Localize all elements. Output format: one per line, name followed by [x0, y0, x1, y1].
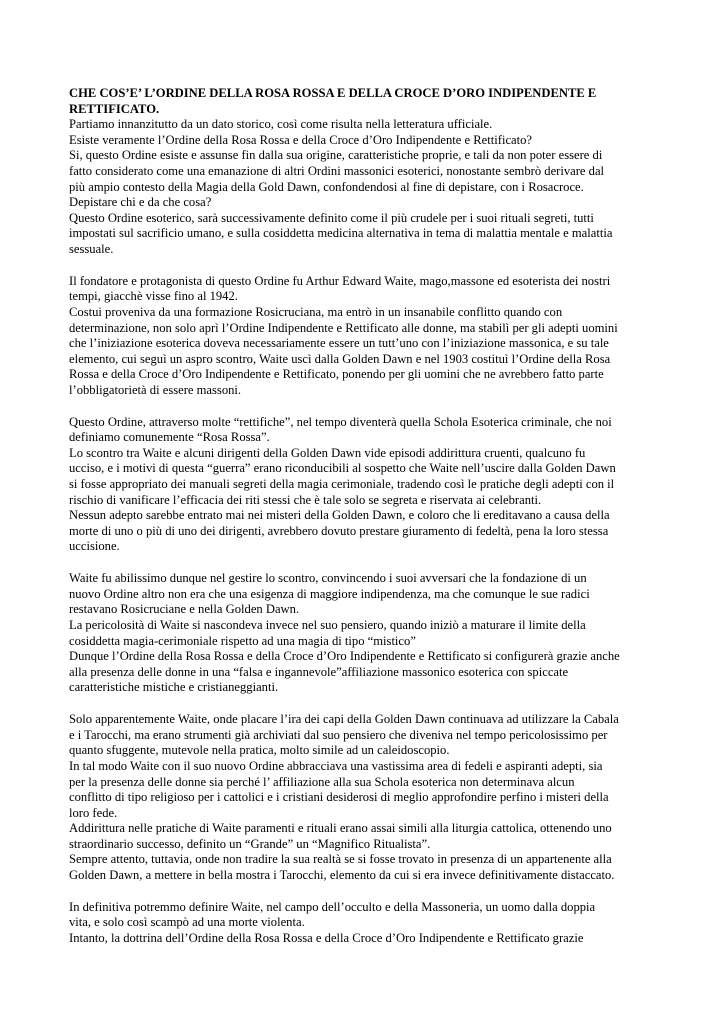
text-line: fatto considerato come una emanazione di altri Ordini massonici esoterici, nonostante sembrò derivare dal — [69, 163, 605, 178]
text-line: Questo Ordine esoterico, sarà successivamente definito come il più crudele per i suoi rituali segreti, tutti — [69, 210, 594, 225]
paragraph-spacer — [69, 696, 669, 712]
text-line: e i Tarocchi, ma erano strumenti già archiviati dal suo pensiero che diveniva nel tempo pericolosissimo per — [69, 727, 608, 742]
text-line: l’obbligatorietà di essere massoni. — [69, 382, 242, 397]
document-body — [69, 117, 669, 946]
text-line: caratteristiche mistiche e cristianeggianti. — [69, 680, 279, 695]
text-line: tempi, giacchè visse fino al 1942. — [69, 289, 238, 304]
text-line: definiamo comunemente “Rosa Rossa”. — [69, 430, 270, 445]
text-line: Addirittura nelle pratiche di Waite paramenti e rituali erano assai simili alla liturgia cattolica, ottenendo uno — [69, 821, 612, 836]
document-page — [69, 86, 669, 947]
text-line: sessuale. — [69, 241, 114, 256]
paragraph — [69, 712, 669, 884]
text-line: rischio di vanificare l’efficacia dei riti stessi che è tale solo se segreta e riservata ai celebranti. — [69, 492, 542, 507]
text-line: più ampio contesto della Magia della Gold Dawn, confondendosi al fine di depistare, con i Rosacroce. — [69, 179, 584, 194]
text-line: Waite fu abilissimo dunque nel gestire lo scontro, convincendo i suoi avversari che la fondazione di un — [69, 571, 587, 586]
title-line: CHE COS’E’ L’ORDINE DELLA ROSA ROSSA E DELLA CROCE D’ORO INDIPENDENTE E — [69, 86, 597, 100]
text-line: determinazione, non solo aprì l’Ordine Indipendente e Rettificato alle donne, ma stabilì per gli adepti uomini — [69, 320, 618, 335]
text-line: Rossa e della Croce d’Oro Indipendente e Rettificato, ponendo per gli uomini che ne avrebbero fatto parte — [69, 367, 604, 382]
paragraph-spacer — [69, 884, 669, 900]
text-line: alla presenza delle donne in una “falsa e ingannevole”affiliazione massonico esoterica con spiccate — [69, 664, 569, 679]
text-line: Nessun adepto sarebbe entrato mai nei misteri della Golden Dawn, e coloro che li ereditavano a causa della — [69, 508, 610, 523]
text-line: restavano Rosicruciane e nella Golden Dawn. — [69, 602, 300, 617]
text-line: Solo apparentemente Waite, onde placare l’ira dei capi della Golden Dawn continuava ad utilizzare la Cabala — [69, 712, 619, 727]
text-line: elemento, cui seguì un aspro scontro, Waite uscì dalla Golden Dawn e nel 1903 costituì l’Ordine della Rosa — [69, 351, 611, 366]
text-line: nuovo Ordine altro non era che una esigenza di maggiore indipendenza, ma che comunque le sue radici — [69, 586, 590, 601]
text-line: Partiamo innanzitutto da un dato storico, così come risulta nella letteratura ufficiale. — [69, 117, 493, 132]
paragraph — [69, 571, 669, 696]
text-line: Costui proveniva da una formazione Rosicruciana, ma entrò in un insanabile conflitto quando con — [69, 304, 563, 319]
text-line: uccisione. — [69, 539, 120, 554]
text-line: In tal modo Waite con il suo nuovo Ordine abbracciava una vastissima area di fedeli e aspiranti adepti, sia — [69, 758, 603, 773]
text-line: cosiddetta magia-cerimoniale rispetto ad una magia di tipo “mistico” — [69, 633, 416, 648]
text-line: La pericolosità di Waite si nascondeva invece nel suo pensiero, quando iniziò a maturare il limite della — [69, 617, 586, 632]
text-line: straordinario successo, definito un “Grande” un “Magnifico Ritualista”. — [69, 836, 431, 851]
paragraph — [69, 117, 669, 257]
text-line: Lo scontro tra Waite e alcuni dirigenti della Golden Dawn vide episodi addirittura cruenti, qualcuno fu — [69, 445, 586, 460]
text-line: Depistare chi e da che cosa? — [69, 195, 212, 210]
text-line: Il fondatore e protagonista di questo Ordine fu Arthur Edward Waite, mago,massone ed esoterista dei nostri — [69, 273, 611, 288]
title-line: RETTIFICATO. — [69, 101, 160, 116]
text-line: che l’iniziazione esoterica doveva necessariamente essere un tutt’uno con l’iniziazione massonica, e su tale — [69, 336, 609, 351]
text-line: Dunque l’Ordine della Rosa Rossa e della Croce d’Oro Indipendente e Rettificato si configurerà grazie anche — [69, 649, 620, 664]
text-line: Questo Ordine, attraverso molte “rettifiche”, nel tempo diventerà quella Schola Esoterica criminale, che noi — [69, 414, 612, 429]
text-line: Sempre attento, tuttavia, onde non tradire la sua realtà se si fosse trovato in presenza di un appartenente alla — [69, 852, 612, 867]
text-line: ucciso, e i motivi di questa “guerra” erano riconducibili al sospetto che Waite nell’uscire dalla Golden Dawn — [69, 461, 616, 476]
text-line: loro fede. — [69, 805, 118, 820]
text-line: quanto sfuggente, mutevole nella pratica, molto simile ad un caleidoscopio. — [69, 743, 450, 758]
text-line: Intanto, la dottrina dell’Ordine della Rosa Rossa e della Croce d’Oro Indipendente e Rettificato grazie — [69, 931, 584, 946]
text-line: morte di uno o più di uno dei dirigenti, avrebbero dovuto prestare giuramento di fedeltà, pena la loro stessa — [69, 523, 609, 538]
paragraph — [69, 415, 669, 555]
paragraph-spacer — [69, 258, 669, 274]
text-line: per la presenza delle donne sia perché l’ affiliazione alla sua Schola esoterica non determinava alcun — [69, 774, 575, 789]
paragraph-spacer — [69, 398, 669, 414]
text-line: In definitiva potremmo definire Waite, nel campo dell’occulto e della Massoneria, un uomo dalla doppia — [69, 899, 596, 914]
paragraph — [69, 900, 669, 947]
text-line: vita, e solo così scampò ad una morte violenta. — [69, 915, 305, 930]
text-line: Esiste veramente l’Ordine della Rosa Rossa e della Croce d’Oro Indipendente e Rettificato? — [69, 132, 533, 147]
text-line: si fosse appropriato dei manuali segreti della magia cerimoniale, tradendo così le pratiche degli adepti con il — [69, 477, 615, 492]
paragraph — [69, 274, 669, 399]
document-title — [69, 86, 669, 117]
text-line: impostati sul sacrificio umano, e sulla cosiddetta medicina alternativa in tema di malattia mentale e malattia — [69, 226, 613, 241]
text-line: Si, questo Ordine esiste e assunse fin dalla sua origine, caratteristiche proprie, e tali da non poter essere di — [69, 148, 603, 163]
text-line: Golden Dawn, a mettere in bella mostra i Tarocchi, elemento da cui si era invece definitivamente distaccato. — [69, 868, 615, 883]
text-line: conflitto di tipo religioso per i cattolici e i cristiani desiderosi di meglio approfondire perfino i misteri della — [69, 790, 609, 805]
paragraph-spacer — [69, 555, 669, 571]
